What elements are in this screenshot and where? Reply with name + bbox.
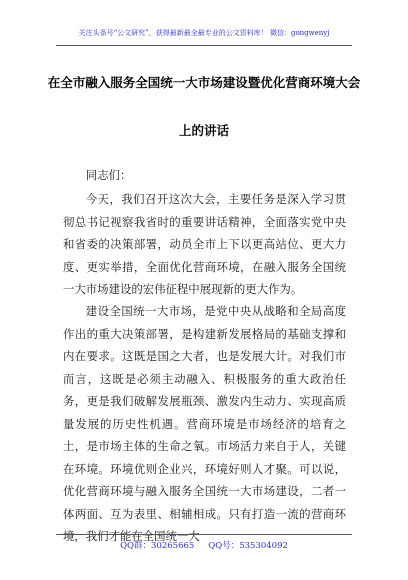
qq-group-text: QQ群：30265665	[120, 541, 195, 551]
document-title-continued: 上的讲话	[178, 123, 229, 138]
salutation: 同志们：	[85, 168, 132, 182]
qq-number-text: QQ号：535304092	[208, 541, 288, 551]
header-divider	[56, 45, 352, 46]
footer-divider	[56, 534, 352, 535]
footer-contact	[0, 539, 408, 551]
document-title: 在全市融入服务全国统一大市场建设暨优化营商环境大会	[47, 75, 361, 90]
header-notice: 关注头条号“公文研究”，获得最新最全最专业的公文资料库！ 微信：gongwenyj	[78, 29, 330, 37]
body-paragraph-2: 建设全国统一大市场，是党中央从战略和全局高度作出的重大决策部署，是构建新发展格局的基础支撑和内在要求。这既是国之大者，也是发展大计。对我们市而言，这既是必须主动融入、积极服务的重大政治任务，更是我们破解发展瓶颈、激发内生动力、实现高质量发展的历史性机遇。营商环境是市场经济的培育之土，是市场主体的生命之氧。市场活力来自于人，关键在环境。环境优则企业兴，环境好则人才聚。可以说，优化营商环境与融入服务全国统一大市场建设，二者一体两面、互为表里、相辅相成。只有打造一流的营商环境，我们才能在全国统一大	[63, 304, 346, 543]
body-paragraph-1: 今天，我们召开这次大会，主要任务是深入学习贯彻总书记视察我省时的重要讲话精神，全面落实党中央和省委的决策部署，动员全市上下以更高站位、更大力度、更实举措，全面优化营商环境，在融入服务全国统一大市场建设的宏伟征程中展现新的更大作为。	[63, 192, 346, 296]
